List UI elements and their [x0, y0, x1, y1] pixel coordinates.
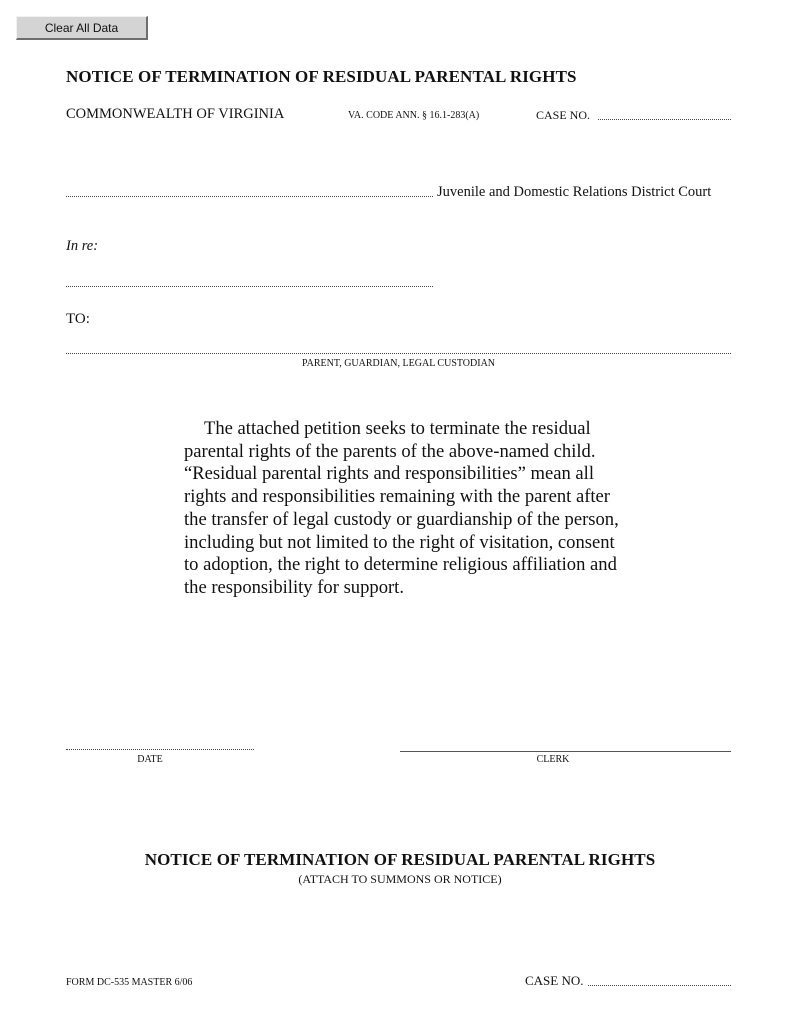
case-number-label: CASE NO.: [536, 108, 591, 122]
case-number-line: [598, 119, 731, 120]
to-input[interactable]: [68, 337, 728, 353]
footer-subtitle: (ATTACH TO SUMMONS OR NOTICE): [298, 872, 502, 886]
to-label: TO:: [66, 311, 90, 327]
notice-body: [184, 418, 624, 600]
court-name-input[interactable]: [68, 180, 430, 196]
clerk-line: [400, 751, 731, 752]
in-re-line: [66, 286, 433, 287]
footer-case-number-label: CASE NO.: [525, 973, 584, 988]
date-line: [66, 749, 254, 750]
in-re-label: In re:: [66, 238, 99, 254]
in-re-input[interactable]: [68, 270, 430, 286]
code-reference: VA. CODE ANN. § 16.1-283(A): [348, 110, 480, 121]
case-number-input[interactable]: [600, 104, 730, 119]
date-input[interactable]: [68, 733, 252, 749]
to-line: [66, 353, 731, 354]
footer-case-number-input[interactable]: [590, 969, 730, 985]
date-label: DATE: [137, 754, 163, 765]
footer-case-number-line: [588, 985, 731, 986]
court-name-line: [66, 196, 433, 197]
clear-all-data-button[interactable]: Clear All Data: [16, 16, 148, 40]
commonwealth-label: COMMONWEALTH OF VIRGINIA: [66, 106, 285, 122]
clerk-label: CLERK: [536, 754, 570, 765]
footer-title: NOTICE OF TERMINATION OF RESIDUAL PARENTAL RIGHTS: [144, 850, 656, 869]
to-caption: PARENT, GUARDIAN, LEGAL CUSTODIAN: [301, 358, 496, 369]
page-title: NOTICE OF TERMINATION OF RESIDUAL PARENTAL RIGHTS: [66, 67, 577, 86]
notice-paragraph: The attached petition seeks to terminate the residual parental rights of the parents of the above-named child. “Residual parental rights and responsibilities” mean all rights and responsibilities remaining with the parent after the transfer of legal custody or guardianship of the person, including but not limited to the right of visitation, consent to adoption, the right to determine religious affiliation and the responsibility for support.: [184, 418, 619, 598]
form-id: FORM DC-535 MASTER 6/06: [66, 977, 193, 988]
court-label: Juvenile and Domestic Relations District Court: [437, 184, 712, 200]
